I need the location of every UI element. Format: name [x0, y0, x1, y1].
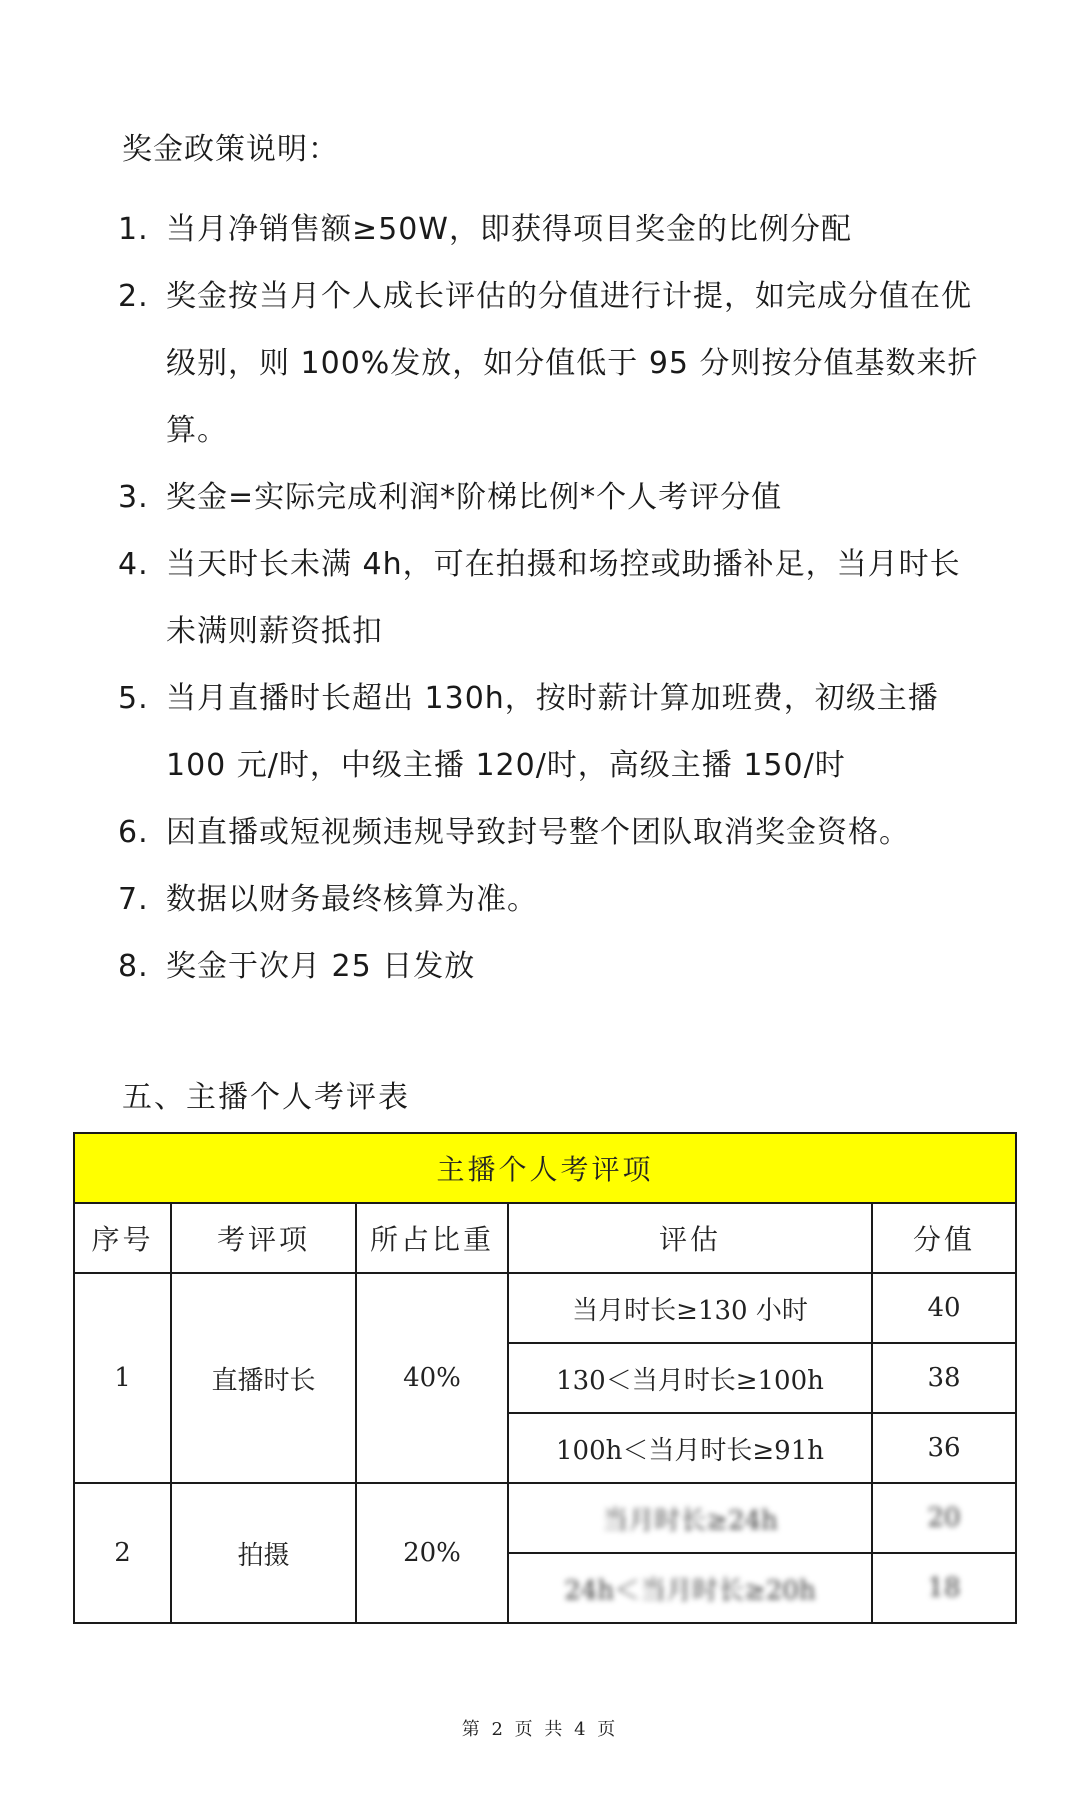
- policy-item-4: [118, 531, 988, 665]
- table-caption: 主播个人考评项: [74, 1133, 1016, 1203]
- cell-criteria: 当月时长≥130 小时: [508, 1273, 872, 1343]
- header-weight: 所占比重: [356, 1203, 508, 1273]
- policy-item-8: [118, 933, 988, 1000]
- cell-criteria: 当月时长≥24h: [508, 1483, 872, 1553]
- cell-criteria: 130＜当月时长≥100h: [508, 1343, 872, 1413]
- policy-item-number: 7.: [118, 882, 149, 917]
- cell-score: 38: [872, 1343, 1016, 1413]
- policy-item-text: 数据以财务最终核算为准。: [166, 882, 538, 917]
- policy-item-text: 因直播或短视频违规导致封号整个团队取消奖金资格。: [166, 815, 910, 850]
- policy-item-2: [118, 263, 988, 464]
- cell-score: 18: [872, 1553, 1016, 1623]
- policy-item-3: [118, 464, 988, 531]
- policy-item-text: 当月直播时长超出 130h，按时薪计算加班费，初级主播 100 元/时，中级主播 120/时，高级主播 150/时: [166, 681, 939, 783]
- policy-item-7: [118, 866, 988, 933]
- cell-weight: 20%: [356, 1483, 508, 1623]
- header-item: 考评项: [171, 1203, 356, 1273]
- cell-item: 直播时长: [171, 1273, 356, 1483]
- cell-weight: 40%: [356, 1273, 508, 1483]
- policy-item-6: [118, 799, 988, 866]
- section-title: 五、主播个人考评表: [122, 1080, 410, 1115]
- header-criteria: 评估: [508, 1203, 872, 1273]
- policy-item-5: [118, 665, 988, 799]
- cell-index: 1: [74, 1273, 171, 1483]
- policy-item-text: 奖金=实际完成利润*阶梯比例*个人考评分值: [166, 480, 783, 515]
- cell-criteria: 24h＜当月时长≥20h: [508, 1553, 872, 1623]
- policy-item-text: 当天时长未满 4h，可在拍摄和场控或助播补足，当月时长未满则薪资抵扣: [166, 547, 961, 649]
- cell-item: 拍摄: [171, 1483, 356, 1623]
- policy-item-1: [118, 196, 988, 263]
- table-row: [74, 1273, 1016, 1343]
- page-footer: 第 2 页 共 4 页: [461, 1719, 619, 1740]
- policy-item-number: 1.: [118, 212, 149, 247]
- table-caption-row: [74, 1133, 1016, 1203]
- cell-criteria: 100h＜当月时长≥91h: [508, 1413, 872, 1483]
- policy-item-text: 当月净销售额≥50W，即获得项目奖金的比例分配: [166, 212, 852, 247]
- table-row: [74, 1483, 1016, 1553]
- policy-item-number: 3.: [118, 480, 149, 515]
- evaluation-table: [73, 1132, 1017, 1624]
- policy-item-number: 4.: [118, 547, 149, 582]
- policy-list: [118, 196, 988, 1000]
- policy-item-number: 8.: [118, 949, 149, 984]
- cell-score: 40: [872, 1273, 1016, 1343]
- header-score: 分值: [872, 1203, 1016, 1273]
- policy-item-number: 2.: [118, 279, 149, 314]
- cell-index: 2: [74, 1483, 171, 1623]
- policy-item-number: 6.: [118, 815, 149, 850]
- cell-score: 20: [872, 1483, 1016, 1553]
- cell-score: 36: [872, 1413, 1016, 1483]
- header-index: 序号: [74, 1203, 171, 1273]
- table-header-row: [74, 1203, 1016, 1273]
- policy-item-text: 奖金于次月 25 日发放: [166, 949, 476, 984]
- policy-title: 奖金政策说明：: [122, 132, 339, 167]
- policy-item-text: 奖金按当月个人成长评估的分值进行计提，如完成分值在优级别，则 100%发放，如分值低于 95 分则按分值基数来折算。: [166, 279, 979, 448]
- policy-item-number: 5.: [118, 681, 149, 716]
